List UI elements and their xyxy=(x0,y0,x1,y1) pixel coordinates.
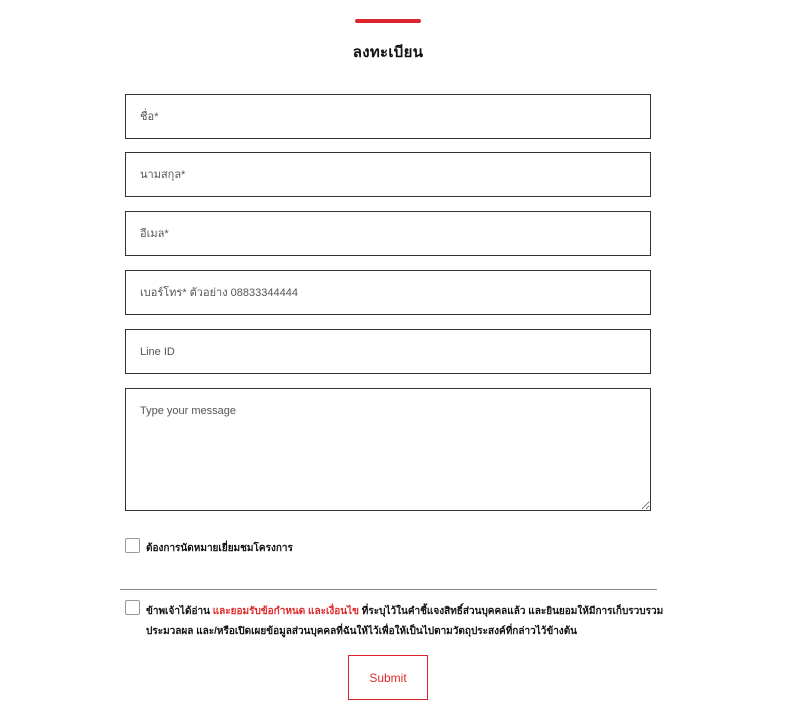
divider xyxy=(120,589,657,590)
terms-link[interactable]: และยอมรับข้อกำหนด และเงื่อนไข xyxy=(212,606,359,617)
page-title: ลงทะเบียน xyxy=(352,44,424,61)
submit-button[interactable]: Submit xyxy=(348,655,428,700)
first-name-field[interactable] xyxy=(125,94,651,139)
title-accent-bar xyxy=(355,19,421,23)
phone-field[interactable] xyxy=(125,270,651,315)
consent-suffix: ที่ระบุไว้ในคำชี้แจงสิทธิ์ส่วนบุคคลแล้ว และยินยอมให้มีการเก็บรวบรวม ประมวลผล และ/หรือเปิดเผยข้อมูลส่วนบุคคลที่ฉันให้ไว้เพื่อให้เป็นไปตามวัตถุประสงค์ที่กล่าวไว้ข้างต้น xyxy=(146,606,664,637)
line-id-field[interactable] xyxy=(125,329,651,374)
visit-checkbox-label: ต้องการนัดหมายเยี่ยมชมโครงการ xyxy=(146,543,293,554)
consent-text xyxy=(146,602,666,642)
last-name-field[interactable] xyxy=(125,152,651,197)
consent-prefix: ข้าพเจ้าได้อ่าน xyxy=(146,606,213,617)
visit-checkbox[interactable] xyxy=(125,538,140,553)
consent-checkbox[interactable] xyxy=(125,600,140,615)
message-textarea[interactable] xyxy=(125,388,651,511)
email-field[interactable] xyxy=(125,211,651,256)
